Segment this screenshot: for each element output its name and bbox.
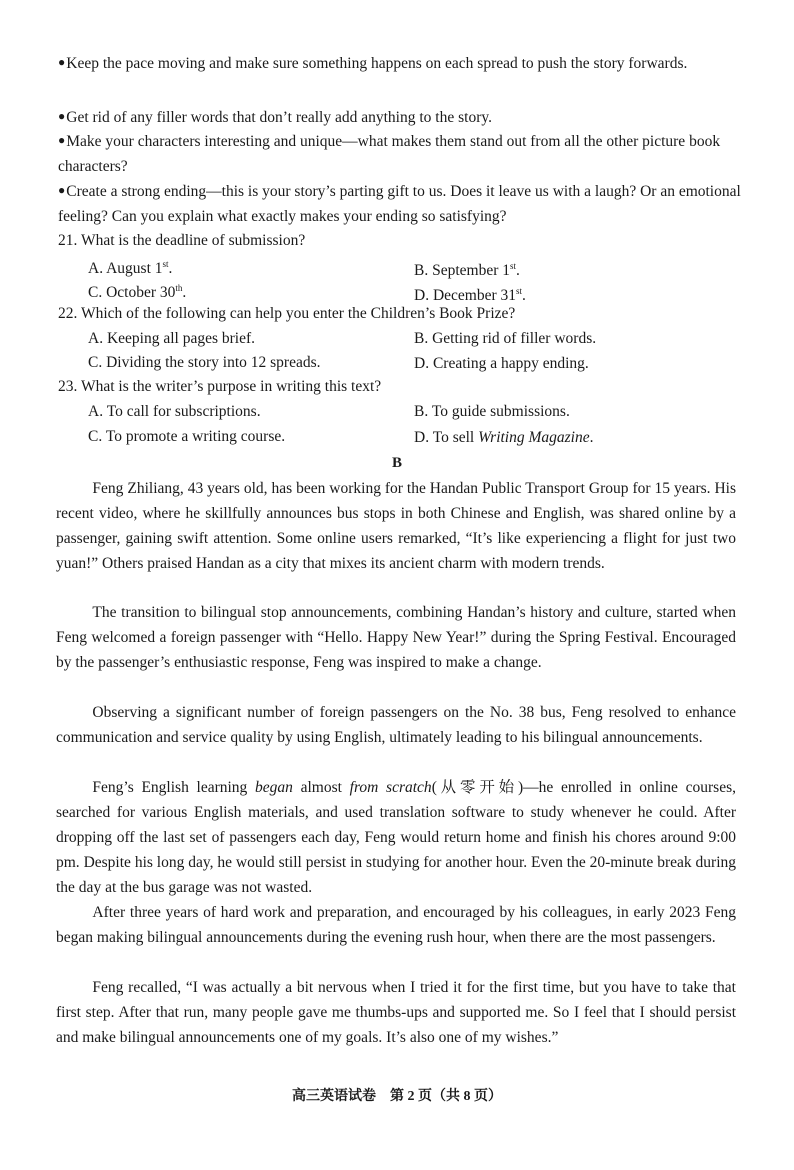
section-heading-b: B (391, 455, 402, 471)
option-23-c[interactable] (88, 425, 285, 449)
bullet-text: Make your characters interesting and unique—what makes them stand out from all the other picture book characters? (58, 133, 721, 175)
paragraph-text: (从零开始)—he enrolled in online courses, searched for various English materials, and used translation software to study whenever he could. After dropping off the last set of passengers each day, Feng would return home and finish his chores around 9:00 pm. Despite his long day, he would still persist in studying for another hour. Even the 20-minute break during the day at the bus garage was not wasted. (56, 779, 736, 896)
bullet-text: Create a strong ending—this is your story’s parting gift to us. Does it leave us with a laugh? Or an emotional feeling? Can you explain what exactly makes your ending so satisfying? (58, 183, 741, 225)
bullet-dot-icon: ● (58, 55, 66, 69)
option-text: Keeping all pages brief. (106, 330, 256, 347)
bullet-text: Get rid of any filler words that don’t really add anything to the story. (66, 109, 492, 126)
option-letter: D. (414, 429, 430, 446)
passage-paragraph: Feng recalled, “I was actually a bit nervous when I tried it for the first time, but you have to take that first step. After that run, many people gave me thumbs-ups and supported me. So I feel that I should persist and make bilingual announcements one of my goals. It’s also one of my wishes.” (56, 979, 736, 1046)
option-letter: A. (88, 260, 104, 278)
option-text: To call for subscriptions. (106, 403, 261, 420)
question-21-stem: 21. What is the deadline of submission? (58, 232, 306, 249)
paragraph-italic: began (255, 779, 293, 796)
bullet-dot-icon: ● (58, 183, 66, 197)
option-23-a[interactable] (88, 400, 261, 424)
bullet-text: Keep the pace moving and make sure something happens on each spread to push the story forwards. (66, 55, 688, 72)
option-21-c[interactable] (88, 276, 186, 305)
option-end: . (589, 429, 594, 446)
bullet-dot-icon: ● (58, 133, 66, 147)
option-sup: st (162, 259, 169, 269)
passage-paragraph: The transition to bilingual stop announcements, combining Handan’s history and culture, started when Feng welcomed a foreign passenger with “Hello. Happy New Year!” during the Spring Festival. Encouraged by the passenger’s enthusiastic response, Feng was inspired to make a change. (56, 604, 736, 671)
tip-bullet (58, 50, 742, 77)
option-letter: B. (414, 403, 429, 420)
option-end: . (168, 260, 173, 278)
option-end: . (182, 284, 187, 302)
option-letter: A. (88, 403, 104, 420)
passage-paragraph: Feng Zhiliang, 43 years old, has been working for the Handan Public Transport Group for 15 years. His recent video, where he skillfully announces bus stops in both Chinese and English, was shared online by a passenger, gaining swift attention. Some online users remarked, “It’s like experiencing a flight for just two yuan!” Others praised Handan as a city that mixes its ancient charm with modern trends. (56, 480, 736, 572)
option-22-c[interactable] (88, 351, 321, 375)
passage-paragraph: After three years of hard work and preparation, and encouraged by his colleagues, in early 2023 Feng began making bilingual announcements during the evening rush hour, when there are the most passengers. (56, 904, 736, 946)
paragraph-text: almost (292, 779, 350, 796)
tip-bullet (58, 104, 742, 131)
option-text: August 1 (106, 260, 163, 278)
option-text: September 1 (432, 262, 511, 280)
option-letter: D. (414, 287, 430, 305)
option-text: To promote a writing course. (105, 428, 286, 445)
question-22-stem: 22. Which of the following can help you enter the Children’s Book Prize? (58, 305, 516, 322)
option-22-b[interactable] (414, 327, 596, 351)
option-text: October 30 (106, 284, 176, 302)
option-sup: st (516, 286, 523, 296)
option-letter: B. (414, 262, 429, 280)
option-23-b[interactable] (414, 400, 570, 424)
option-text: December 31 (432, 287, 517, 305)
option-letter: C. (88, 284, 103, 302)
option-23-d[interactable] (414, 426, 594, 450)
option-letter: D. (414, 355, 430, 372)
option-text: Getting rid of filler words. (432, 330, 597, 347)
option-letter: A. (88, 330, 104, 347)
option-text: Dividing the story into 12 spreads. (106, 354, 321, 371)
option-22-d[interactable] (414, 352, 589, 376)
option-text: To sell (432, 429, 479, 446)
passage-paragraph (56, 775, 736, 900)
paragraph-italic: from scratch (349, 779, 432, 796)
bullet-dot-icon: ● (58, 109, 66, 123)
paragraph-text: Feng’s English learning (92, 779, 256, 796)
option-sup: th (175, 283, 183, 293)
option-letter: C. (88, 428, 103, 445)
option-end: . (522, 287, 526, 305)
option-text: To guide submissions. (431, 403, 570, 420)
question-23-stem: 23. What is the writer’s purpose in writing this text? (58, 378, 382, 395)
passage-paragraph: Observing a significant number of foreign passengers on the No. 38 bus, Feng resolved to enhance communication and service quality by using English, ultimately leading to his bilingual announcements. (56, 704, 736, 746)
option-text: Creating a happy ending. (432, 355, 589, 372)
tip-bullet (58, 178, 742, 229)
option-letter: C. (88, 354, 103, 371)
option-letter: B. (414, 330, 429, 347)
page-footer: 高三英语试卷 第 2 页（共 8 页） (292, 1089, 502, 1104)
tip-bullet (58, 128, 742, 179)
option-sup: st (510, 261, 517, 271)
option-22-a[interactable] (88, 327, 255, 351)
option-end: . (516, 262, 520, 280)
option-italic: Writing Magazine (478, 429, 590, 446)
